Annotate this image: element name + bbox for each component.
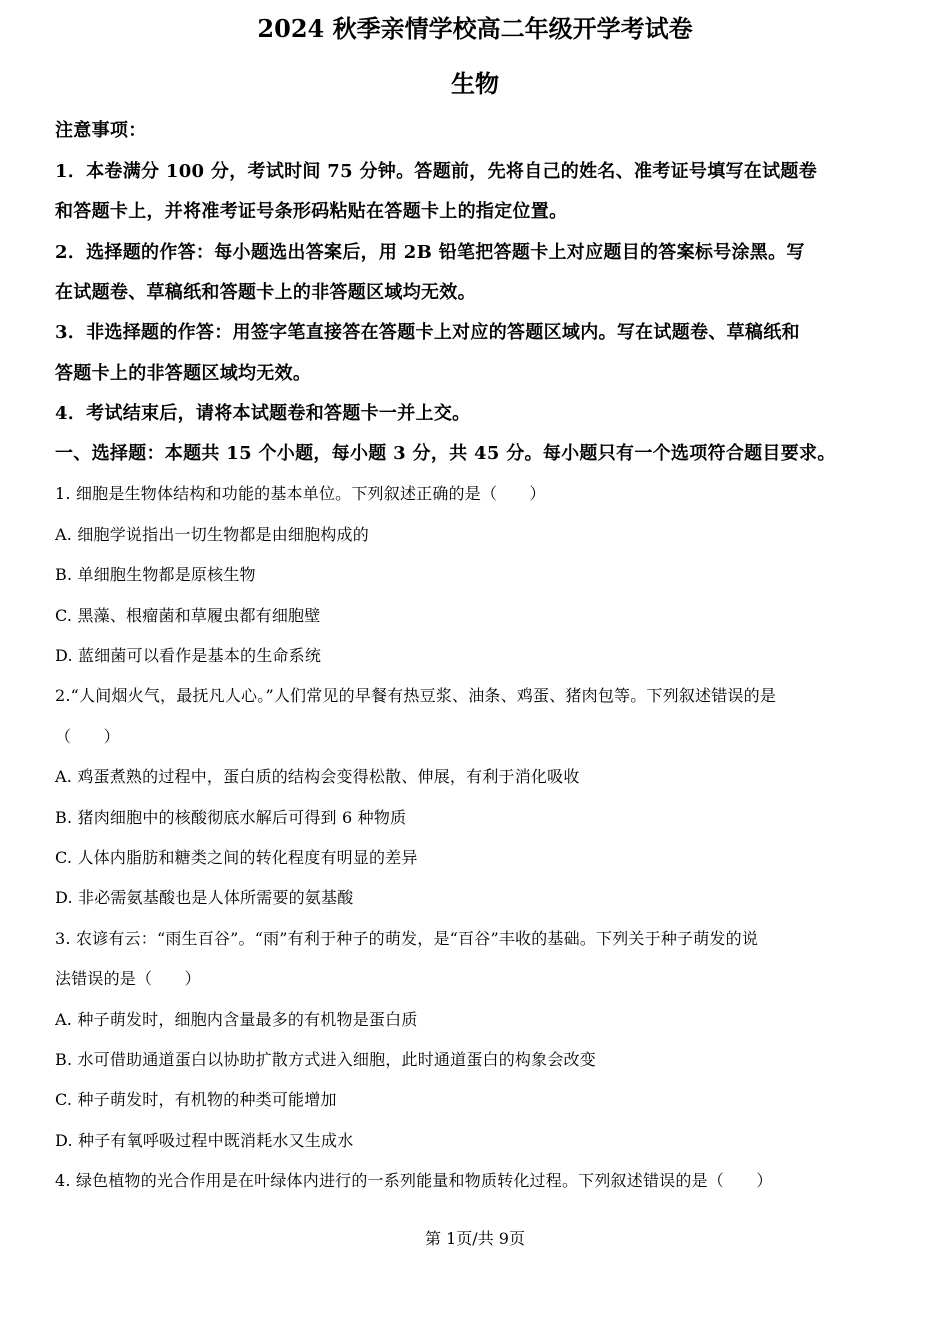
notice-item-2-line-2: 在试题卷、草稿纸和答题卡上的非答题区域均无效。: [55, 282, 476, 303]
section-heading: 一、选择题：本题共 15 个小题，每小题 3 分，共 45 分。每小题只有一个选项符合题目要求。: [55, 443, 836, 464]
notice-item-3-line-1: 3．非选择题的作答：用签字笔直接答在答题卡上对应的答题区域内。写在试题卷、草稿纸和: [55, 322, 800, 343]
question-3-option-d: D. 种子有氧呼吸过程中既消耗水又生成水: [55, 1131, 354, 1150]
notice-item-4: 4．考试结束后，请将本试题卷和答题卡一并上交。: [55, 403, 471, 424]
question-1-stem: 1. 细胞是生物体结构和功能的基本单位。下列叙述正确的是（ ）: [55, 484, 546, 503]
question-2-stem-line-2: （ ）: [55, 727, 120, 746]
question-2-option-d: D. 非必需氨基酸也是人体所需要的氨基酸: [55, 888, 354, 907]
page-number: 第 1页/共 9页: [425, 1229, 525, 1248]
exam-title: 2024 秋季亲情学校高二年级开学考试卷: [257, 14, 693, 43]
question-2-option-c: C. 人体内脂肪和糖类之间的转化程度有明显的差异: [55, 848, 418, 867]
question-2-stem-line-1: 2.“人间烟火气，最抚凡人心。”人们常见的早餐有热豆浆、油条、鸡蛋、猪肉包等。下列叙述错误的是: [55, 686, 777, 705]
question-1-option-a: A. 细胞学说指出一切生物都是由细胞构成的: [55, 525, 369, 544]
notice-item-1-line-1: 1．本卷满分 100 分，考试时间 75 分钟。答题前，先将自己的姓名、准考证号填写在试题卷: [55, 161, 818, 182]
question-2-option-a: A. 鸡蛋煮熟的过程中，蛋白质的结构会变得松散、伸展，有利于消化吸收: [55, 767, 580, 786]
notice-item-3-line-2: 答题卡上的非答题区域均无效。: [55, 363, 312, 384]
question-3-stem-line-1: 3. 农谚有云：“雨生百谷”。“雨”有利于种子的萌发，是“百谷”丰收的基础。下列关于种子萌发的说: [55, 929, 759, 948]
question-2-option-b: B. 猪肉细胞中的核酸彻底水解后可得到 6 种物质: [55, 808, 407, 827]
question-1-option-d: D. 蓝细菌可以看作是基本的生命系统: [55, 646, 322, 665]
question-3-option-b: B. 水可借助通道蛋白以协助扩散方式进入细胞，此时通道蛋白的构象会改变: [55, 1050, 596, 1069]
question-3-stem-line-2: 法错误的是（ ）: [55, 969, 201, 988]
question-3-option-a: A. 种子萌发时，细胞内含量最多的有机物是蛋白质: [55, 1010, 418, 1029]
question-4-stem: 4. 绿色植物的光合作用是在叶绿体内进行的一系列能量和物质转化过程。下列叙述错误的是（ ）: [55, 1171, 773, 1190]
exam-subject: 生物: [451, 69, 499, 98]
notice-item-2-line-1: 2．选择题的作答：每小题选出答案后，用 2B 铅笔把答题卡上对应题目的答案标号涂黑。写: [55, 242, 805, 263]
question-1-option-c: C. 黑藻、根瘤菌和草履虫都有细胞壁: [55, 606, 321, 625]
notice-item-1-line-2: 和答题卡上，并将准考证号条形码粘贴在答题卡上的指定位置。: [55, 201, 568, 222]
notice-heading: 注意事项：: [55, 120, 147, 141]
question-1-option-b: B. 单细胞生物都是原核生物: [55, 565, 256, 584]
question-3-option-c: C. 种子萌发时，有机物的种类可能增加: [55, 1090, 337, 1109]
